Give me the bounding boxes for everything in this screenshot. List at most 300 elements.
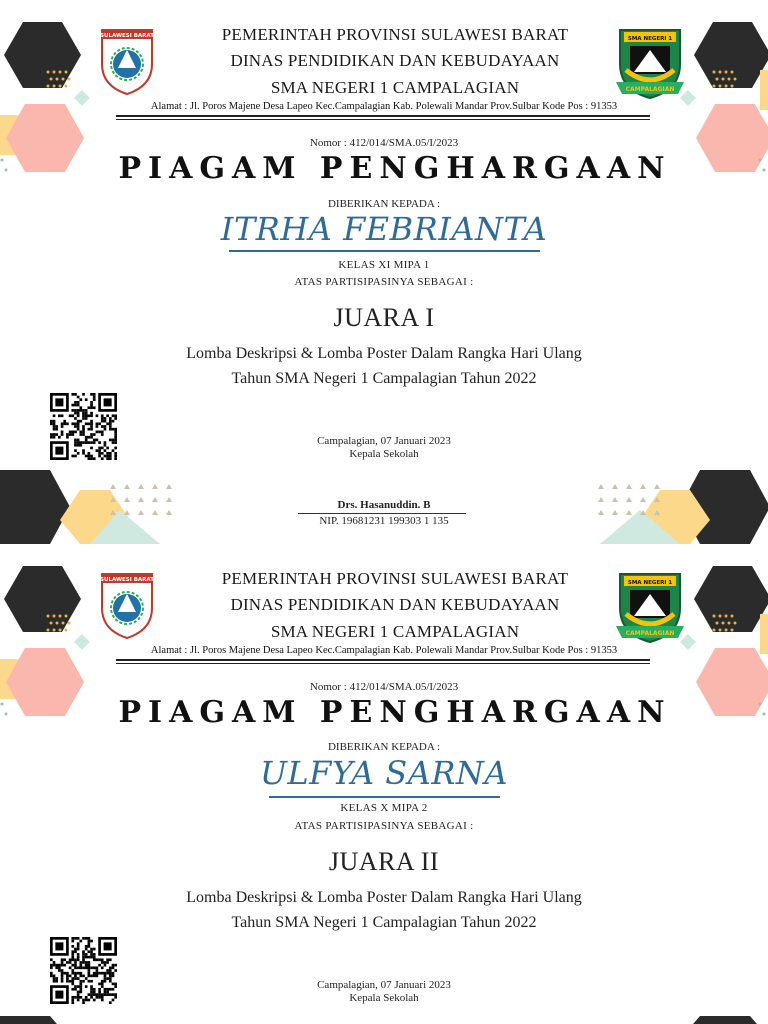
qr-module <box>88 964 91 967</box>
qr-module <box>79 975 82 978</box>
qr-module <box>98 958 101 961</box>
decor-dot <box>53 85 56 88</box>
qr-module <box>61 964 64 967</box>
qr-module <box>98 972 101 975</box>
qr-module <box>104 972 107 975</box>
qr-module <box>109 420 112 423</box>
decor-dot <box>713 615 716 618</box>
decor-dot <box>734 78 737 81</box>
qr-module <box>93 393 96 396</box>
qr-module <box>88 414 91 417</box>
qr-module <box>114 964 117 967</box>
qr-module <box>71 409 74 412</box>
given-to-label: DIBERIKAN KEPADA : <box>327 198 441 210</box>
qr-module <box>90 428 93 431</box>
award-rank: JUARA I <box>333 303 435 332</box>
qr-module <box>50 972 53 975</box>
qr-module <box>90 956 93 959</box>
decor-dot <box>716 78 719 81</box>
qr-module <box>71 422 74 425</box>
qr-module <box>85 956 88 959</box>
qr-module <box>88 966 91 969</box>
decor-dot <box>719 629 722 632</box>
decor-dot <box>719 71 722 74</box>
decor-triangle <box>626 484 632 489</box>
qr-module <box>77 420 80 423</box>
qr-module <box>79 940 82 943</box>
qr-module <box>74 425 77 428</box>
qr-module <box>90 948 93 951</box>
signer-name: Drs. Hasanuddin. B <box>337 499 431 511</box>
qr-module <box>58 966 61 969</box>
qr-module <box>58 414 61 417</box>
qr-module <box>96 969 99 972</box>
qr-module <box>82 409 85 412</box>
decor-dot <box>734 622 737 625</box>
qr-module <box>88 972 91 975</box>
header-rule-thin <box>116 663 650 664</box>
qr-module <box>104 420 107 423</box>
qr-module <box>85 417 88 420</box>
qr-module <box>106 969 109 972</box>
qr-module <box>82 950 85 953</box>
decor-dot <box>62 78 65 81</box>
qr-module <box>74 948 77 951</box>
decor-dot <box>722 78 725 81</box>
qr-module <box>109 966 112 969</box>
qr-module <box>69 961 72 964</box>
qr-module <box>79 964 82 967</box>
qr-module <box>79 972 82 975</box>
qr-module <box>114 969 117 972</box>
qr-module <box>82 958 85 961</box>
decor-triangle <box>166 484 172 489</box>
qr-module <box>85 422 88 425</box>
gov-line-2: DINAS PENDIDIKAN DAN KEBUDAYAAN <box>230 51 560 70</box>
qr-module <box>106 958 109 961</box>
qr-module <box>112 414 115 417</box>
gov-line-1: PEMERINTAH PROVINSI SULAWESI BARAT <box>221 25 569 44</box>
qr-module <box>71 972 74 975</box>
qr-module <box>96 431 99 434</box>
qr-module <box>53 975 56 978</box>
qr-module <box>88 950 91 953</box>
qr-module <box>90 420 93 423</box>
qr-module <box>71 953 74 956</box>
qr-module <box>77 958 80 961</box>
class-label: KELAS XI MIPA 1 <box>338 259 430 271</box>
qr-module <box>96 425 99 428</box>
qr-module <box>79 420 82 423</box>
decor-dot <box>53 615 56 618</box>
qr-module <box>98 422 101 425</box>
qr-module <box>98 431 101 434</box>
qr-module <box>61 975 64 978</box>
qr-module <box>88 406 91 409</box>
address: Alamat : Jl. Poros Majene Desa Lapeo Kec.Campalagian Kab. Polewali Mandar Prov.Sulbar Kode Pos : 91353 <box>150 101 618 112</box>
qr-module <box>61 972 64 975</box>
place-date: Campalagian, 07 Januari 2023 <box>317 979 451 991</box>
qr-module <box>112 975 115 978</box>
qr-module <box>114 417 117 420</box>
qr-module <box>74 966 77 969</box>
qr-module <box>77 428 80 431</box>
qr-module <box>101 972 104 975</box>
qr-module <box>53 964 56 967</box>
qr-module <box>82 428 85 431</box>
qr-module <box>90 975 93 978</box>
decor-dot <box>731 615 734 618</box>
qr-module <box>77 956 80 959</box>
address: Alamat : Jl. Poros Majene Desa Lapeo Kec.Campalagian Kab. Polewali Mandar Prov.Sulbar Kode Pos : 91353 <box>150 645 618 656</box>
qr-module <box>53 420 56 423</box>
qr-module <box>82 961 85 964</box>
qr-module <box>71 945 74 948</box>
sma-negeri-1-campalagian-logo <box>612 568 688 648</box>
class-label: KELAS X MIPA 2 <box>340 802 428 814</box>
decor-dot <box>722 622 725 625</box>
decor-dot <box>68 78 71 81</box>
decor-dot <box>53 629 56 632</box>
qr-module <box>114 414 117 417</box>
qr-module <box>101 414 104 417</box>
decor-triangle <box>138 484 144 489</box>
qr-module <box>66 972 69 975</box>
qr-module <box>101 958 104 961</box>
qr-module <box>77 404 80 407</box>
qr-module <box>85 945 88 948</box>
header-rule-thin <box>116 119 650 120</box>
qr-module <box>93 953 96 956</box>
qr-module <box>77 945 80 948</box>
sulawesi-barat-logo <box>96 568 158 640</box>
qr-module <box>61 961 64 964</box>
qr-module <box>85 409 88 412</box>
qr-module <box>85 937 88 940</box>
decor-dot <box>56 78 59 81</box>
qr-module <box>90 950 93 953</box>
qr-module <box>88 975 91 978</box>
participation-label: ATAS PARTISIPASINYA SEBAGAI : <box>294 276 474 288</box>
qr-module <box>69 431 72 434</box>
qr-module <box>112 964 115 967</box>
decor-dot <box>65 71 68 74</box>
qr-module <box>85 961 88 964</box>
decor-dot <box>68 622 71 625</box>
qr-module <box>96 975 99 978</box>
qr-module <box>50 420 53 423</box>
qr-module <box>77 396 80 399</box>
decor-dot <box>65 85 68 88</box>
qr-module <box>74 950 77 953</box>
decor-dot <box>713 71 716 74</box>
qr-module <box>82 431 85 434</box>
qr-module <box>112 428 115 431</box>
qr-module <box>112 420 115 423</box>
qr-module <box>82 414 85 417</box>
qr-module <box>77 948 80 951</box>
qr-module <box>90 422 93 425</box>
qr-module <box>74 409 77 412</box>
qr-module <box>77 425 80 428</box>
qr-module <box>88 940 91 943</box>
gov-line-1: PEMERINTAH PROVINSI SULAWESI BARAT <box>221 569 569 588</box>
qr-module <box>90 404 93 407</box>
recipient-name: ULFYA SARNA <box>259 754 509 792</box>
decor-dot <box>725 71 728 74</box>
hexagon-dark-right <box>694 566 768 632</box>
sma-negeri-1-campalagian-logo <box>612 24 688 104</box>
description-line-1: Lomba Deskripsi & Lomba Poster Dalam Rangka Hari Ulang <box>186 889 582 906</box>
qr-module <box>77 937 80 940</box>
participation-label: ATAS PARTISIPASINYA SEBAGAI : <box>294 820 474 832</box>
qr-module <box>53 422 56 425</box>
qr-module <box>93 398 96 401</box>
qr-module <box>101 431 104 434</box>
left-logo-text: SULAWESI BARAT <box>100 577 154 583</box>
qr-module <box>74 961 77 964</box>
qr-module <box>82 412 85 415</box>
qr-module <box>82 417 85 420</box>
qr-module <box>74 975 77 978</box>
qr-module <box>90 966 93 969</box>
qr-module <box>109 428 112 431</box>
qr-module <box>93 406 96 409</box>
decor-triangle <box>110 484 116 489</box>
right-logo-bottom-text: CAMPALAGIAN <box>625 86 675 93</box>
qr-module <box>79 409 82 412</box>
qr-module <box>104 425 107 428</box>
qr-module <box>50 966 53 969</box>
place-date: Campalagian, 07 Januari 2023 <box>317 435 451 447</box>
decor-dot <box>59 629 62 632</box>
qr-module <box>63 420 66 423</box>
qr-module <box>109 972 112 975</box>
qr-module <box>88 961 91 964</box>
qr-module <box>53 961 56 964</box>
qr-module <box>109 958 112 961</box>
qr-module <box>85 398 88 401</box>
qr-module <box>104 942 112 950</box>
qr-module <box>109 417 112 420</box>
qr-module <box>77 401 80 404</box>
decor-dot <box>719 615 722 618</box>
qr-module <box>55 425 58 428</box>
qr-module <box>53 414 56 417</box>
description-line-2: Tahun SMA Negeri 1 Campalagian Tahun 2022 <box>231 370 537 387</box>
qr-module <box>50 964 53 967</box>
qr-module <box>88 956 91 959</box>
qr-module <box>66 422 69 425</box>
signer-position: Kepala Sekolah <box>349 448 419 460</box>
qr-module <box>106 422 109 425</box>
qr-module <box>58 964 61 967</box>
qr-module <box>71 404 74 407</box>
qr-module <box>104 975 107 978</box>
qr-module <box>74 401 77 404</box>
qr-module <box>109 422 112 425</box>
qr-module <box>61 969 64 972</box>
qr-module <box>90 401 93 404</box>
qr-module <box>104 417 107 420</box>
qr-module <box>101 420 104 423</box>
qr-module <box>61 414 64 417</box>
qr-module <box>61 958 64 961</box>
qr-module <box>90 953 93 956</box>
decor-dot <box>728 78 731 81</box>
qr-module <box>74 404 77 407</box>
qr-module <box>101 961 104 964</box>
qr-module <box>112 966 115 969</box>
decor-dot <box>728 622 731 625</box>
qr-module <box>101 417 104 420</box>
qr-module <box>74 417 77 420</box>
gov-line-3: SMA NEGERI 1 CAMPALAGIAN <box>270 622 520 641</box>
decor-dot <box>713 85 716 88</box>
qr-module <box>101 425 104 428</box>
qr-module <box>101 966 104 969</box>
qr-module <box>50 422 53 425</box>
qr-module <box>77 972 80 975</box>
decor-dot <box>731 85 734 88</box>
qr-module <box>71 431 74 434</box>
decor-dot <box>53 71 56 74</box>
sulawesi-barat-logo <box>96 24 158 96</box>
qr-module <box>79 961 82 964</box>
decor-triangle <box>612 484 618 489</box>
decor-dot <box>719 85 722 88</box>
qr-module <box>63 422 66 425</box>
qr-module <box>96 422 99 425</box>
qr-module <box>96 972 99 975</box>
qr-module <box>104 428 107 431</box>
qr-module <box>55 964 58 967</box>
qr-module <box>90 940 93 943</box>
qr-module <box>74 964 77 967</box>
qr-module <box>63 958 66 961</box>
qr-module <box>88 969 91 972</box>
qr-module <box>109 969 112 972</box>
qr-module <box>93 956 96 959</box>
decor-dot <box>725 85 728 88</box>
qr-module <box>74 393 77 396</box>
qr-module <box>85 414 88 417</box>
qr-module <box>55 966 58 969</box>
decor-dot <box>50 622 53 625</box>
right-logo-top-text: SMA NEGERI 1 <box>627 36 673 42</box>
qr-module <box>77 953 80 956</box>
certificate-number: Nomor : 412/014/SMA.05/I/2023 <box>309 681 459 693</box>
decor-dot <box>713 629 716 632</box>
qr-module <box>77 942 80 945</box>
qr-module <box>85 948 88 951</box>
qr-module <box>98 964 101 967</box>
hexagon-yellow-right <box>760 614 768 654</box>
diamond-left <box>74 90 90 106</box>
qr-module <box>61 422 64 425</box>
qr-module <box>106 414 109 417</box>
qr-module <box>69 966 72 969</box>
qr-module <box>85 953 88 956</box>
qr-module <box>96 958 99 961</box>
left-logo-text: SULAWESI BARAT <box>100 33 154 39</box>
qr-module <box>88 942 91 945</box>
qr-module <box>88 422 91 425</box>
hexagon-yellow-right <box>760 70 768 110</box>
qr-module <box>77 966 80 969</box>
diamond-left <box>74 634 90 650</box>
qr-module <box>88 428 91 431</box>
qr-module <box>85 964 88 967</box>
qr-module <box>90 412 93 415</box>
signature-line <box>298 513 466 514</box>
qr-module <box>85 966 88 969</box>
decor-dot <box>716 622 719 625</box>
qr-module <box>69 414 72 417</box>
qr-module <box>79 406 82 409</box>
qr-module <box>93 972 96 975</box>
decor-dot <box>47 71 50 74</box>
qr-module <box>88 937 91 940</box>
qr-module <box>90 406 93 409</box>
decor-triangle <box>654 484 660 489</box>
qr-module <box>71 393 74 396</box>
qr-module <box>61 425 64 428</box>
qr-module <box>50 975 53 978</box>
qr-module <box>71 964 74 967</box>
qr-module <box>106 972 109 975</box>
qr-module <box>82 966 85 969</box>
decor-dot <box>725 629 728 632</box>
recipient-name: ITRHA FEBRIANTA <box>220 210 548 248</box>
qr-module <box>71 414 74 417</box>
qr-module <box>53 425 56 428</box>
qr-module <box>82 425 85 428</box>
qr-module <box>77 414 80 417</box>
qr-module <box>53 428 56 431</box>
qr-module <box>93 975 96 978</box>
decor-dot <box>59 85 62 88</box>
qr-module <box>79 398 82 401</box>
decor-dot <box>65 629 68 632</box>
qr-module <box>109 425 112 428</box>
qr-module <box>63 964 66 967</box>
qr-module <box>55 398 63 406</box>
decor-triangle <box>640 484 646 489</box>
qr-module <box>104 961 107 964</box>
hexagon-dark-right <box>694 22 768 88</box>
qr-module <box>74 972 77 975</box>
decor-dot <box>65 615 68 618</box>
award-rank: JUARA II <box>328 847 440 876</box>
qr-module <box>82 975 85 978</box>
decor-dot <box>47 615 50 618</box>
certificate-2 <box>0 544 768 1024</box>
qr-module <box>66 961 69 964</box>
qr-module <box>66 975 69 978</box>
qr-module <box>74 422 77 425</box>
qr-module <box>58 969 61 972</box>
signer-nip: NIP. 19681231 199303 1 135 <box>319 515 449 527</box>
decor-dot <box>725 615 728 618</box>
qr-module <box>93 396 96 399</box>
decor-dot <box>62 622 65 625</box>
certificate-title: PIAGAM PENGHARGAAN <box>118 151 672 186</box>
qr-module <box>55 428 58 431</box>
decor-triangle <box>598 484 604 489</box>
decor-triangle <box>124 484 130 489</box>
qr-module <box>82 937 85 940</box>
